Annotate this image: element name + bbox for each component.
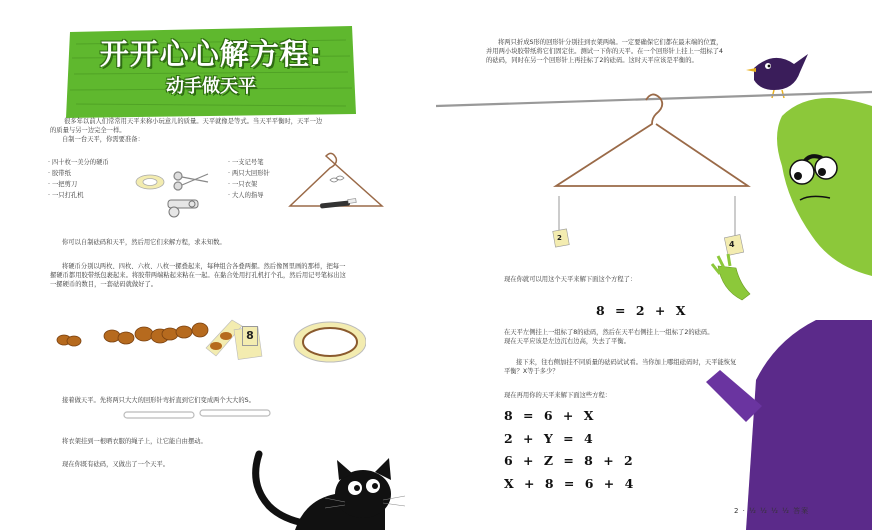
para-line: 将硬币分别以两枚、四枚、六枚、八枚一摞叠起来，每种组合各叠两摞。然后像图里画的那样，把每一 — [62, 263, 346, 270]
para-line: 的砝码，同时在另一个回形针上再挂标了2的砝码。这时天平应该是平衡的。 — [486, 57, 698, 65]
weight-label-8: 8 — [242, 326, 258, 346]
supply-item: · 大人的指导 — [228, 192, 264, 199]
supply-item: · 一支记号笔 — [228, 159, 264, 166]
witch-illustration — [706, 96, 872, 530]
page-subtitle: 动手做天平 — [166, 76, 256, 97]
black-cat-illustration — [245, 450, 430, 530]
intro-line-3: 自制一台天平，你需要准备： — [62, 136, 144, 144]
supply-item: · 一只衣架 — [228, 181, 258, 188]
coin-stacks-illustration — [56, 316, 366, 368]
para-solve-with-balance: 现在你就可以用这个天平来解下面这个方程了： — [504, 276, 637, 283]
equation-4: X + 8 = 6 + 4 — [504, 476, 634, 491]
para-line: 摞硬币都用胶带纸包裹起来。将胶带两端粘起来粘在一起。在黏合处用打孔机打个孔，然后用记号笔标出这 — [50, 272, 346, 280]
equation-1: 8 = 6 + X — [504, 408, 594, 423]
intro-line-2: 的质量与另一边完全一样。 — [50, 127, 126, 135]
para-weights-intro: 你可以自制砝码和天平，然后用它们来解方程，求未知数。 — [62, 239, 226, 246]
para-done: 现在你既有砝码，又做出了一个天平。 — [62, 461, 170, 468]
intro-text — [50, 117, 410, 145]
right-page — [436, 0, 872, 530]
tools-illustration — [130, 160, 225, 220]
para-coin-stacks — [50, 262, 420, 290]
para-more-equations: 现在再用你的天平来解下面这些方程： — [504, 392, 612, 399]
page-number: 2 · ½ ½ ½ ½ 答案 — [734, 507, 810, 515]
para-line: 接下来，往右侧加挂不同质量的砝码试试看。当你加上哪组砝码时，天平能恢复 — [516, 359, 737, 366]
para-line: 在天平左侧挂上一组标了8的砝码，然后在天平右侧挂上一组标了2的砝码。 — [504, 329, 714, 336]
para-line: 平衡？X等于多少？ — [504, 368, 559, 376]
supply-item: · 一只打孔机 — [48, 192, 84, 199]
equation-2: 2 + Y = 4 — [504, 431, 593, 446]
page-title: 开开心心解方程: — [99, 37, 323, 71]
paperclip-illustration — [120, 404, 275, 428]
para-hang-8-and-2 — [504, 328, 774, 346]
para-find-x — [504, 358, 774, 376]
para-line: 并用两小块胶带纸将它们固定住。测试一下你的天平。在一个回形针上挂上一组标了4 — [486, 48, 723, 56]
equation-3: 6 + Z = 8 + 2 — [504, 453, 633, 468]
para-line: 一摞硬币的数目，一套砝码就做好了。 — [50, 281, 158, 289]
para-attach-clips — [486, 38, 761, 66]
supply-item: · 四十枚一美分的硬币 — [48, 159, 109, 166]
main-equation: 8 = 2 + X — [596, 303, 686, 318]
hanging-weight-left: 2 — [557, 234, 562, 242]
para-line: 将两只折成S形的回形针分别挂到衣架两端。一定要确保它们都在最末端的位置， — [498, 39, 723, 46]
para-hanger-line: 将衣架挂到一根晒衣服的绳子上，让它能自由摆动。 — [62, 438, 207, 445]
hanger-marker-illustration — [286, 150, 386, 220]
para-line: 现在天平应该是左边沉右边高，失去了平衡。 — [504, 338, 630, 346]
para-paperclips: 接着做天平。先将两只大大的回形针弯折直到它们变成两个大大的S。 — [62, 397, 255, 404]
intro-line-1: 很多年以前人们常常用天平来称小玩意儿的质量。天平就像是等式。当天平平衡时，天平一边 — [64, 118, 323, 125]
supply-item: · 一把剪刀 — [48, 181, 78, 188]
supply-item: · 两只大回形针 — [228, 170, 270, 177]
supply-item: · 胶带纸 — [48, 170, 71, 177]
hanging-weight-right: 4 — [729, 240, 735, 249]
